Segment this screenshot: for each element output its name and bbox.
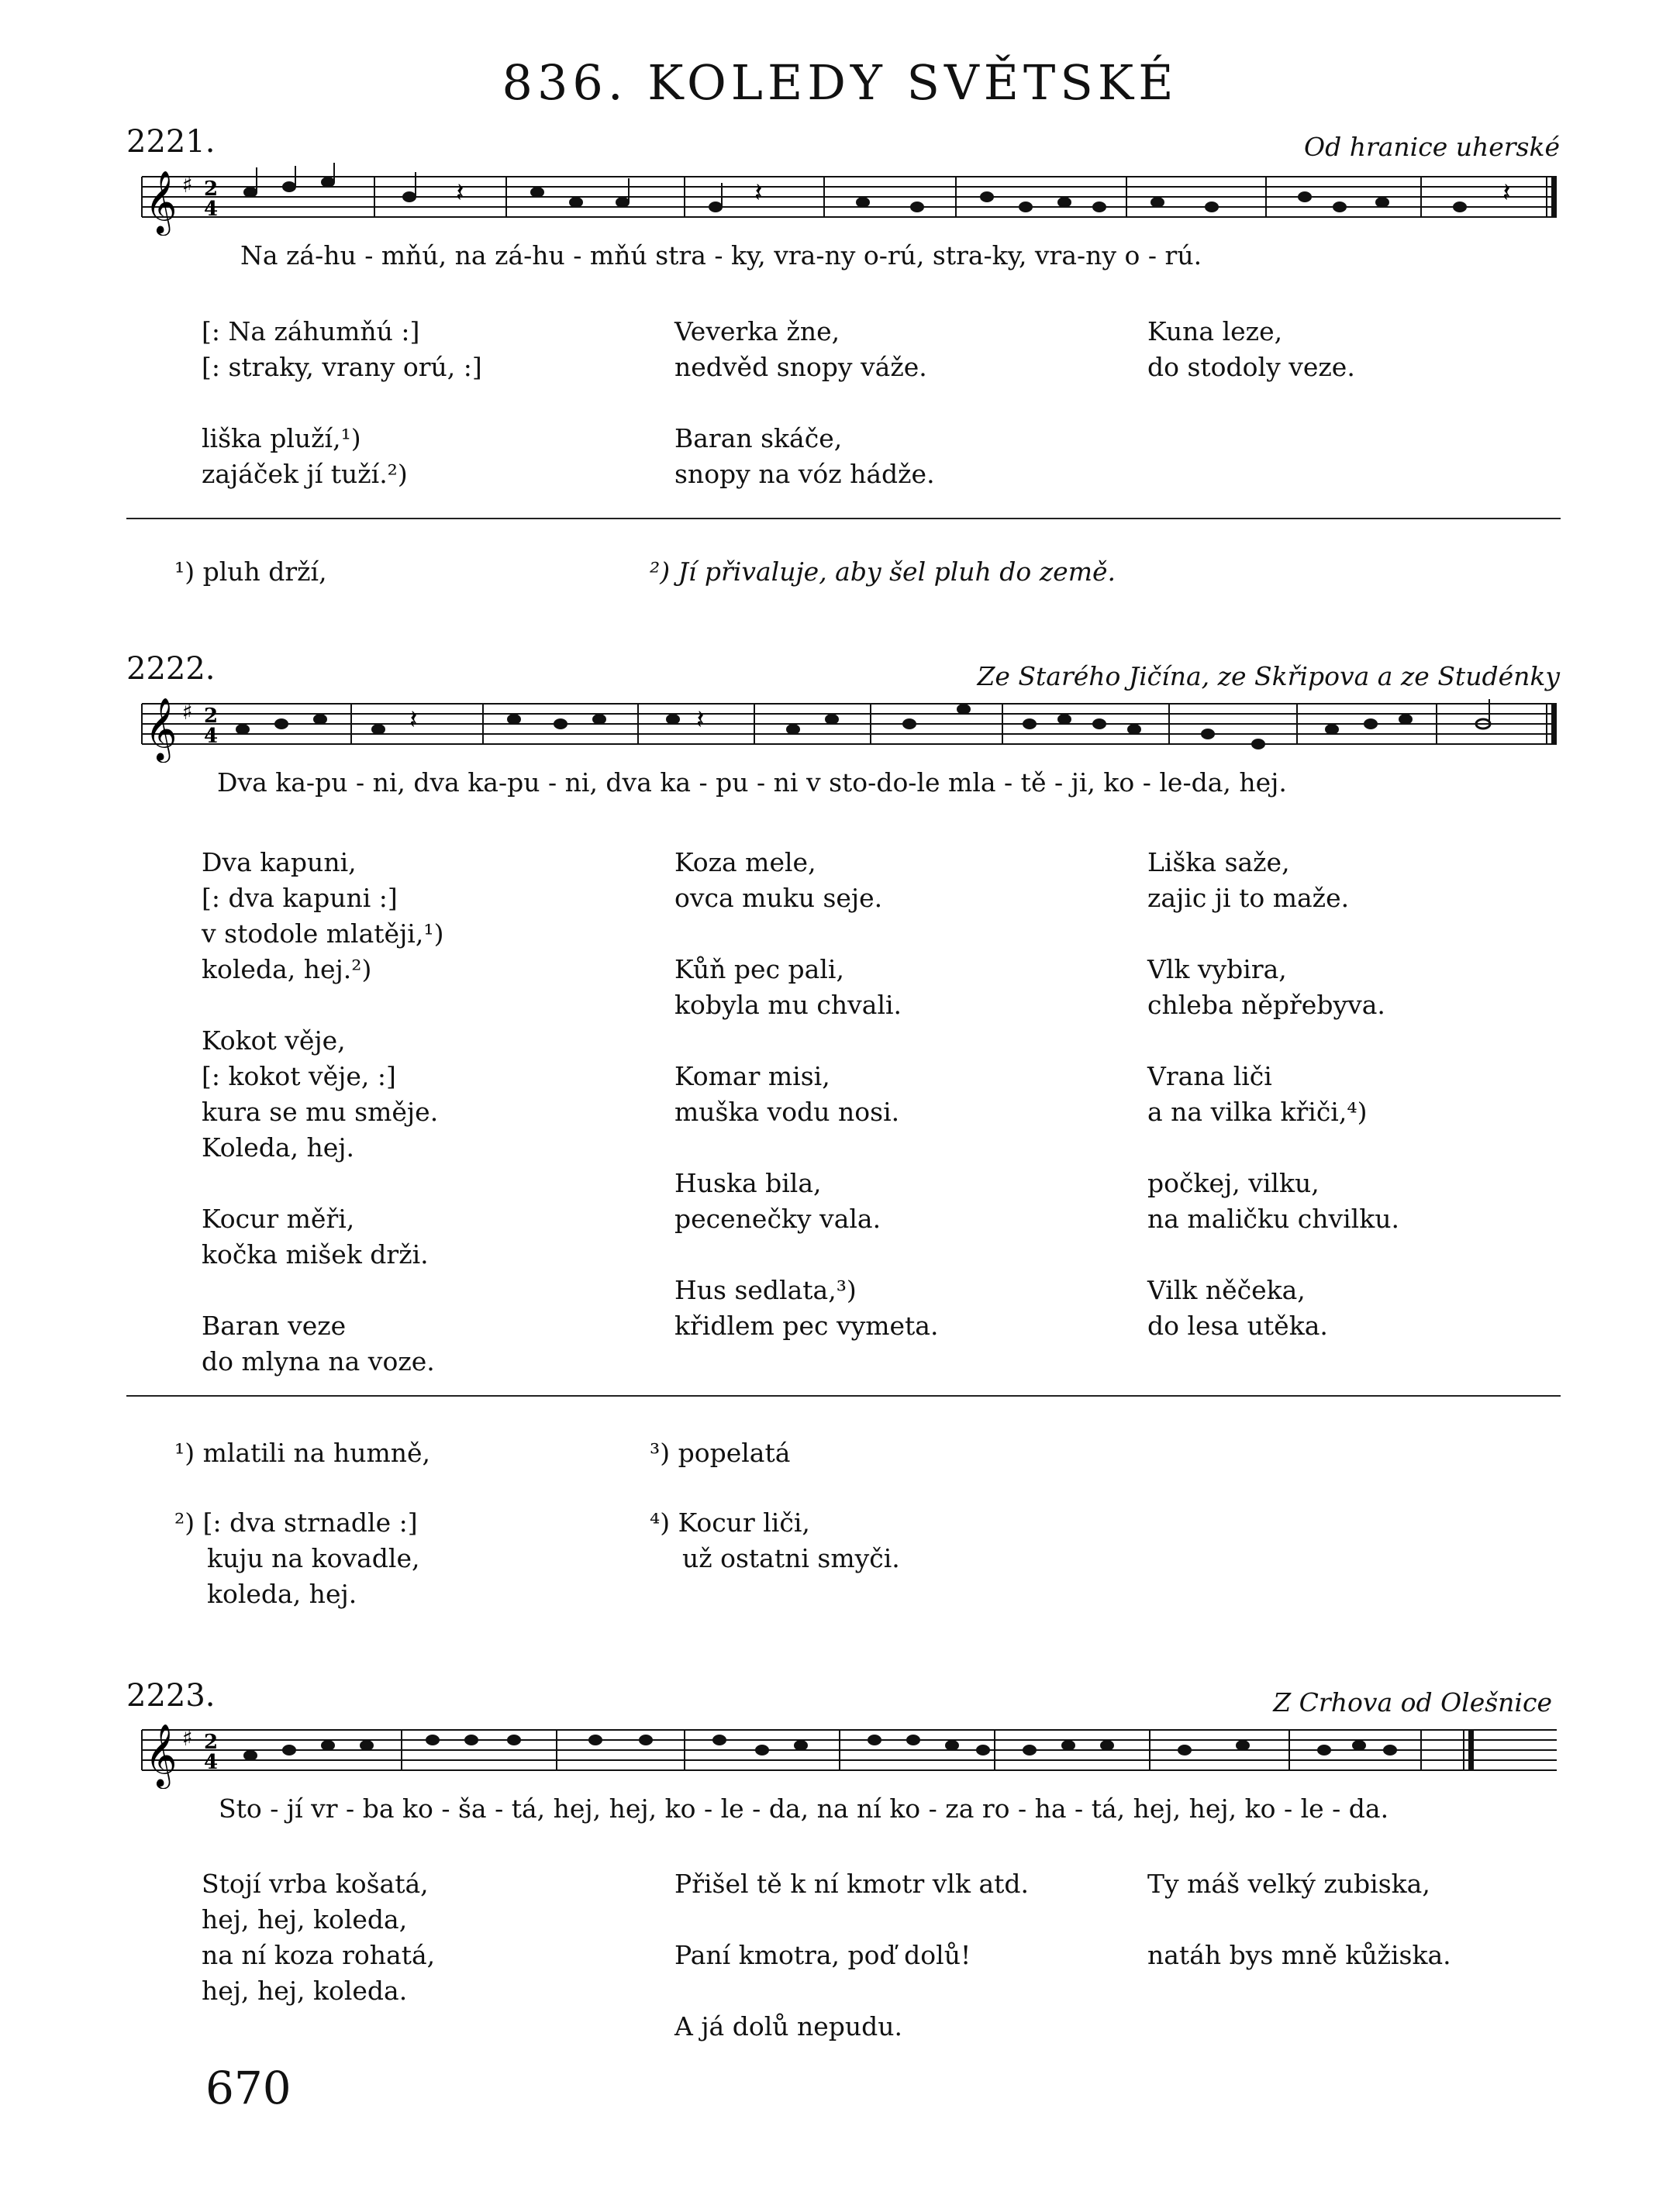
verse-column-2: Koza mele, ovca muku seje. Kůň pec pali, kobyla mu chvali. Komar misi, muška vodu nosi. Huska bila, pecenečky vala. Hus sedlata,³) křidlem pec vymeta. bbox=[674, 847, 939, 1341]
svg-text:4: 4 bbox=[204, 198, 219, 221]
footnote: ³) popelatá bbox=[650, 1438, 791, 1468]
song-source: Od hranice uherské bbox=[1304, 132, 1560, 162]
verse-column-3: Liška saže, zajic ji to maže. Vlk vybira, chleba něpřebyva. Vrana liči a na vilka křiči,⁴) počkej, vilku, na maličku chvilku. Vilk něčeka, do lesa utěka. bbox=[1147, 847, 1399, 1341]
footnote: ⁴) Kocur liči, už ostatni smyči. bbox=[650, 1507, 900, 1573]
footnote-divider bbox=[126, 518, 1561, 519]
svg-text:𝄞: 𝄞 bbox=[145, 170, 178, 233]
song-lyrics: Na zá-hu - mňú, na zá-hu - mňú stra - ky, vra-ny o-rú, stra-ky, vra-ny o - rú. bbox=[240, 240, 1202, 270]
staff-notation bbox=[126, 1714, 1561, 1789]
page-title: 836. KOLEDY SVĚTSKÉ bbox=[502, 54, 1178, 111]
staff-notation bbox=[126, 688, 1561, 763]
verse-column-3: Ty máš velký zubiska, natáh bys mně kůžiska. bbox=[1147, 1869, 1451, 1970]
svg-text:𝄽: 𝄽 bbox=[1502, 177, 1511, 208]
song-number: 2221. bbox=[126, 124, 216, 160]
footnote: ¹) mlatili na humně, bbox=[174, 1438, 431, 1468]
verse-column-1: Dva kapuni, [: dva kapuni :] v stodole mlatěji,¹) koleda, hej.²) Kokot věje, [: kokot věje, :] kura se mu směje. Koleda, hej. Kocur měři, kočka mišek drži. Baran veze do mlyna na voze. bbox=[202, 847, 444, 1376]
verse-column-3: Kuna leze, do stodoly veze. bbox=[1147, 316, 1355, 382]
svg-text:4: 4 bbox=[204, 725, 219, 748]
footnote: ²) Jí přivaluje, aby šel pluh do země. bbox=[650, 556, 1116, 587]
svg-text:2: 2 bbox=[204, 177, 219, 201]
svg-text:𝄽: 𝄽 bbox=[754, 177, 763, 208]
verse-column-2: Veverka žne, nedvěd snopy váže. Baran skáče, snopy na vóz hádže. bbox=[674, 316, 935, 489]
svg-text:𝄽: 𝄽 bbox=[409, 705, 418, 736]
svg-text:𝄽: 𝄽 bbox=[456, 177, 464, 208]
svg-text:4: 4 bbox=[204, 1751, 219, 1774]
music-staff bbox=[126, 161, 1561, 236]
svg-text:♯: ♯ bbox=[182, 699, 193, 725]
svg-text:𝄽: 𝄽 bbox=[696, 705, 705, 736]
svg-text:♯: ♯ bbox=[182, 1725, 193, 1751]
music-staff bbox=[126, 1714, 1561, 1789]
song-number: 2222. bbox=[126, 651, 216, 687]
verse-column-1: [: Na záhumňú :] [: straky, vrany orú, :] liška pluží,¹) zajáček jí tuží.²) bbox=[202, 316, 482, 489]
verse-column-2: Přišel tě k ní kmotr vlk atd. Paní kmotra, poď dolů! A já dolů nepudu. bbox=[674, 1869, 1030, 2041]
footnote-divider bbox=[126, 1395, 1561, 1397]
staff-notation bbox=[126, 161, 1561, 236]
page-number: 670 bbox=[205, 2062, 291, 2114]
svg-text:𝄞: 𝄞 bbox=[145, 1723, 178, 1786]
song-lyrics: Dva ka-pu - ni, dva ka-pu - ni, dva ka - pu - ni v sto-do-le mla - tě - ji, ko - le-da, hej. bbox=[217, 767, 1287, 798]
song-lyrics: Sto - jí vr - ba ko - ša - tá, hej, hej, ko - le - da, na ní ko - za ro - ha - tá, hej, hej, ko - le - da. bbox=[219, 1793, 1389, 1824]
svg-text:2: 2 bbox=[204, 705, 219, 728]
song-number: 2223. bbox=[126, 1678, 216, 1714]
song-source: Z Crhova od Olešnice bbox=[1273, 1687, 1552, 1718]
music-staff bbox=[126, 688, 1561, 763]
svg-text:♯: ♯ bbox=[182, 172, 193, 198]
verse-column-1: Stojí vrba košatá, hej, hej, koleda, na ní koza rohatá, hej, hej, koleda. bbox=[202, 1869, 436, 2006]
song-source: Ze Starého Jičína, ze Skřipova a ze Studénky bbox=[977, 661, 1560, 691]
svg-text:2: 2 bbox=[204, 1731, 219, 1754]
footnote: ¹) pluh drží, bbox=[174, 556, 327, 587]
svg-text:𝄞: 𝄞 bbox=[145, 697, 178, 760]
footnote: ²) [: dva strnadle :] kuju na kovadle, koleda, hej. bbox=[174, 1507, 420, 1609]
